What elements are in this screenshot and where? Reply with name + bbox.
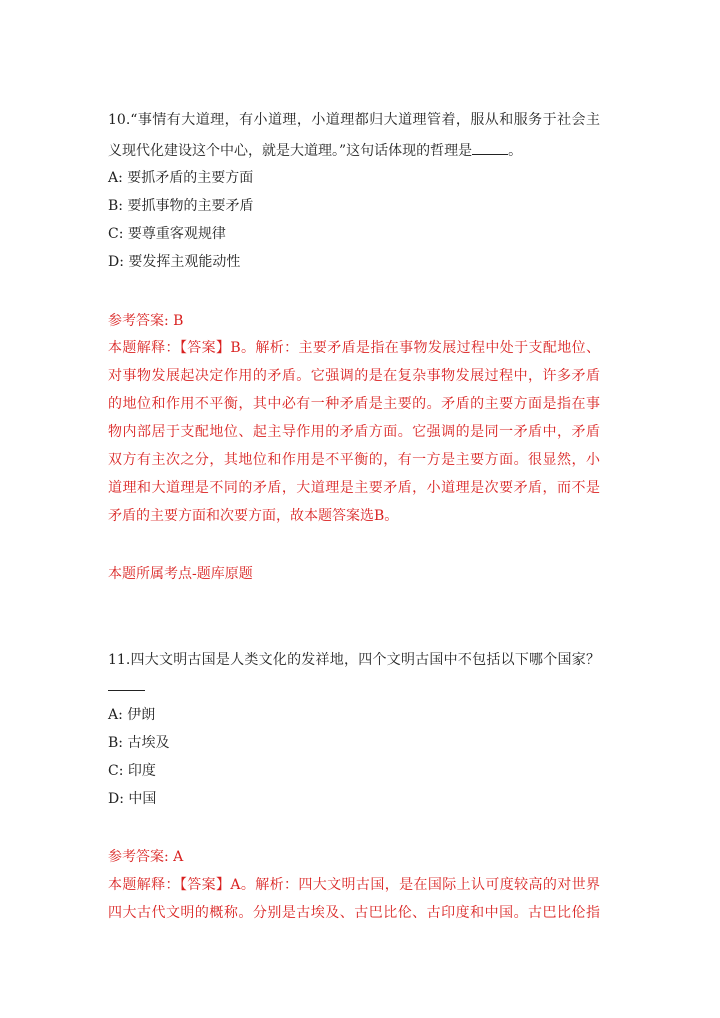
q11-stem-line1: 11.四大文明古国是人类文化的发祥地，四个文明古国中不包括以下哪个国家？ bbox=[108, 652, 600, 668]
q11-option-b: B: 古埃及 bbox=[108, 735, 170, 751]
q10-option-c: C: 要尊重客观规律 bbox=[108, 226, 226, 242]
q10-option-b: B: 要抓事物的主要矛盾 bbox=[108, 198, 254, 214]
q10-option-a: A: 要抓矛盾的主要方面 bbox=[108, 170, 254, 186]
q11-answer: 参考答案: A bbox=[108, 849, 184, 865]
answer-blank bbox=[108, 690, 145, 691]
q10-explanation-line: 对事物发展起决定作用的矛盾。它强调的是在复杂事物发展过程中，许多矛盾 bbox=[108, 368, 600, 384]
q10-explanation-line: 道理和大道理是不同的矛盾，大道理是主要矛盾，小道理是次要矛盾，而不是 bbox=[108, 480, 600, 496]
q11-option-a: A: 伊朗 bbox=[108, 707, 156, 723]
q11-explanation-line: 四大古代文明的概称。分别是古埃及、古巴比伦、古印度和中国。古巴比伦指 bbox=[108, 905, 600, 921]
q10-explanation-line: 物内部居于支配地位、起主导作用的矛盾方面。它强调的是同一矛盾中，矛盾 bbox=[108, 424, 600, 440]
q10-explanation-line: 本题解释：【答案】B。解析：主要矛盾是指在事物发展过程中处于支配地位、 bbox=[108, 340, 600, 356]
q10-stem-line1: 10.“事情有大道理，有小道理，小道理都归大道理管着，服从和服务于社会主 bbox=[108, 112, 600, 128]
q10-answer: 参考答案: B bbox=[108, 313, 184, 329]
q10-option-d: D: 要发挥主观能动性 bbox=[108, 254, 241, 270]
q10-explanation-line: 矛盾的主要方面和次要方面，故本题答案选B。 bbox=[108, 508, 399, 524]
answer-blank bbox=[472, 142, 508, 155]
q10-stem-line2 bbox=[108, 141, 522, 161]
q10-source: 本题所属考点-题库原题 bbox=[108, 566, 253, 582]
q10-stem-line2-text: 义现代化建设这个中心，就是大道理。”这句话体现的哲理是 bbox=[108, 143, 473, 159]
q11-option-c: C: 印度 bbox=[108, 763, 156, 779]
q10-explanation-line: 双方有主次之分，其地位和作用是不平衡的，有一方是主要方面。很显然，小 bbox=[108, 452, 600, 468]
q11-explanation-line: 本题解释：【答案】A。解析：四大文明古国，是在国际上认可度较高的对世界 bbox=[108, 877, 600, 893]
q11-option-d: D: 中国 bbox=[108, 791, 157, 807]
q10-explanation-line: 的地位和作用不平衡，其中必有一种矛盾是主要的。矛盾的主要方面是指在事 bbox=[108, 396, 600, 412]
q10-stem-line2-end: 。 bbox=[508, 143, 523, 159]
